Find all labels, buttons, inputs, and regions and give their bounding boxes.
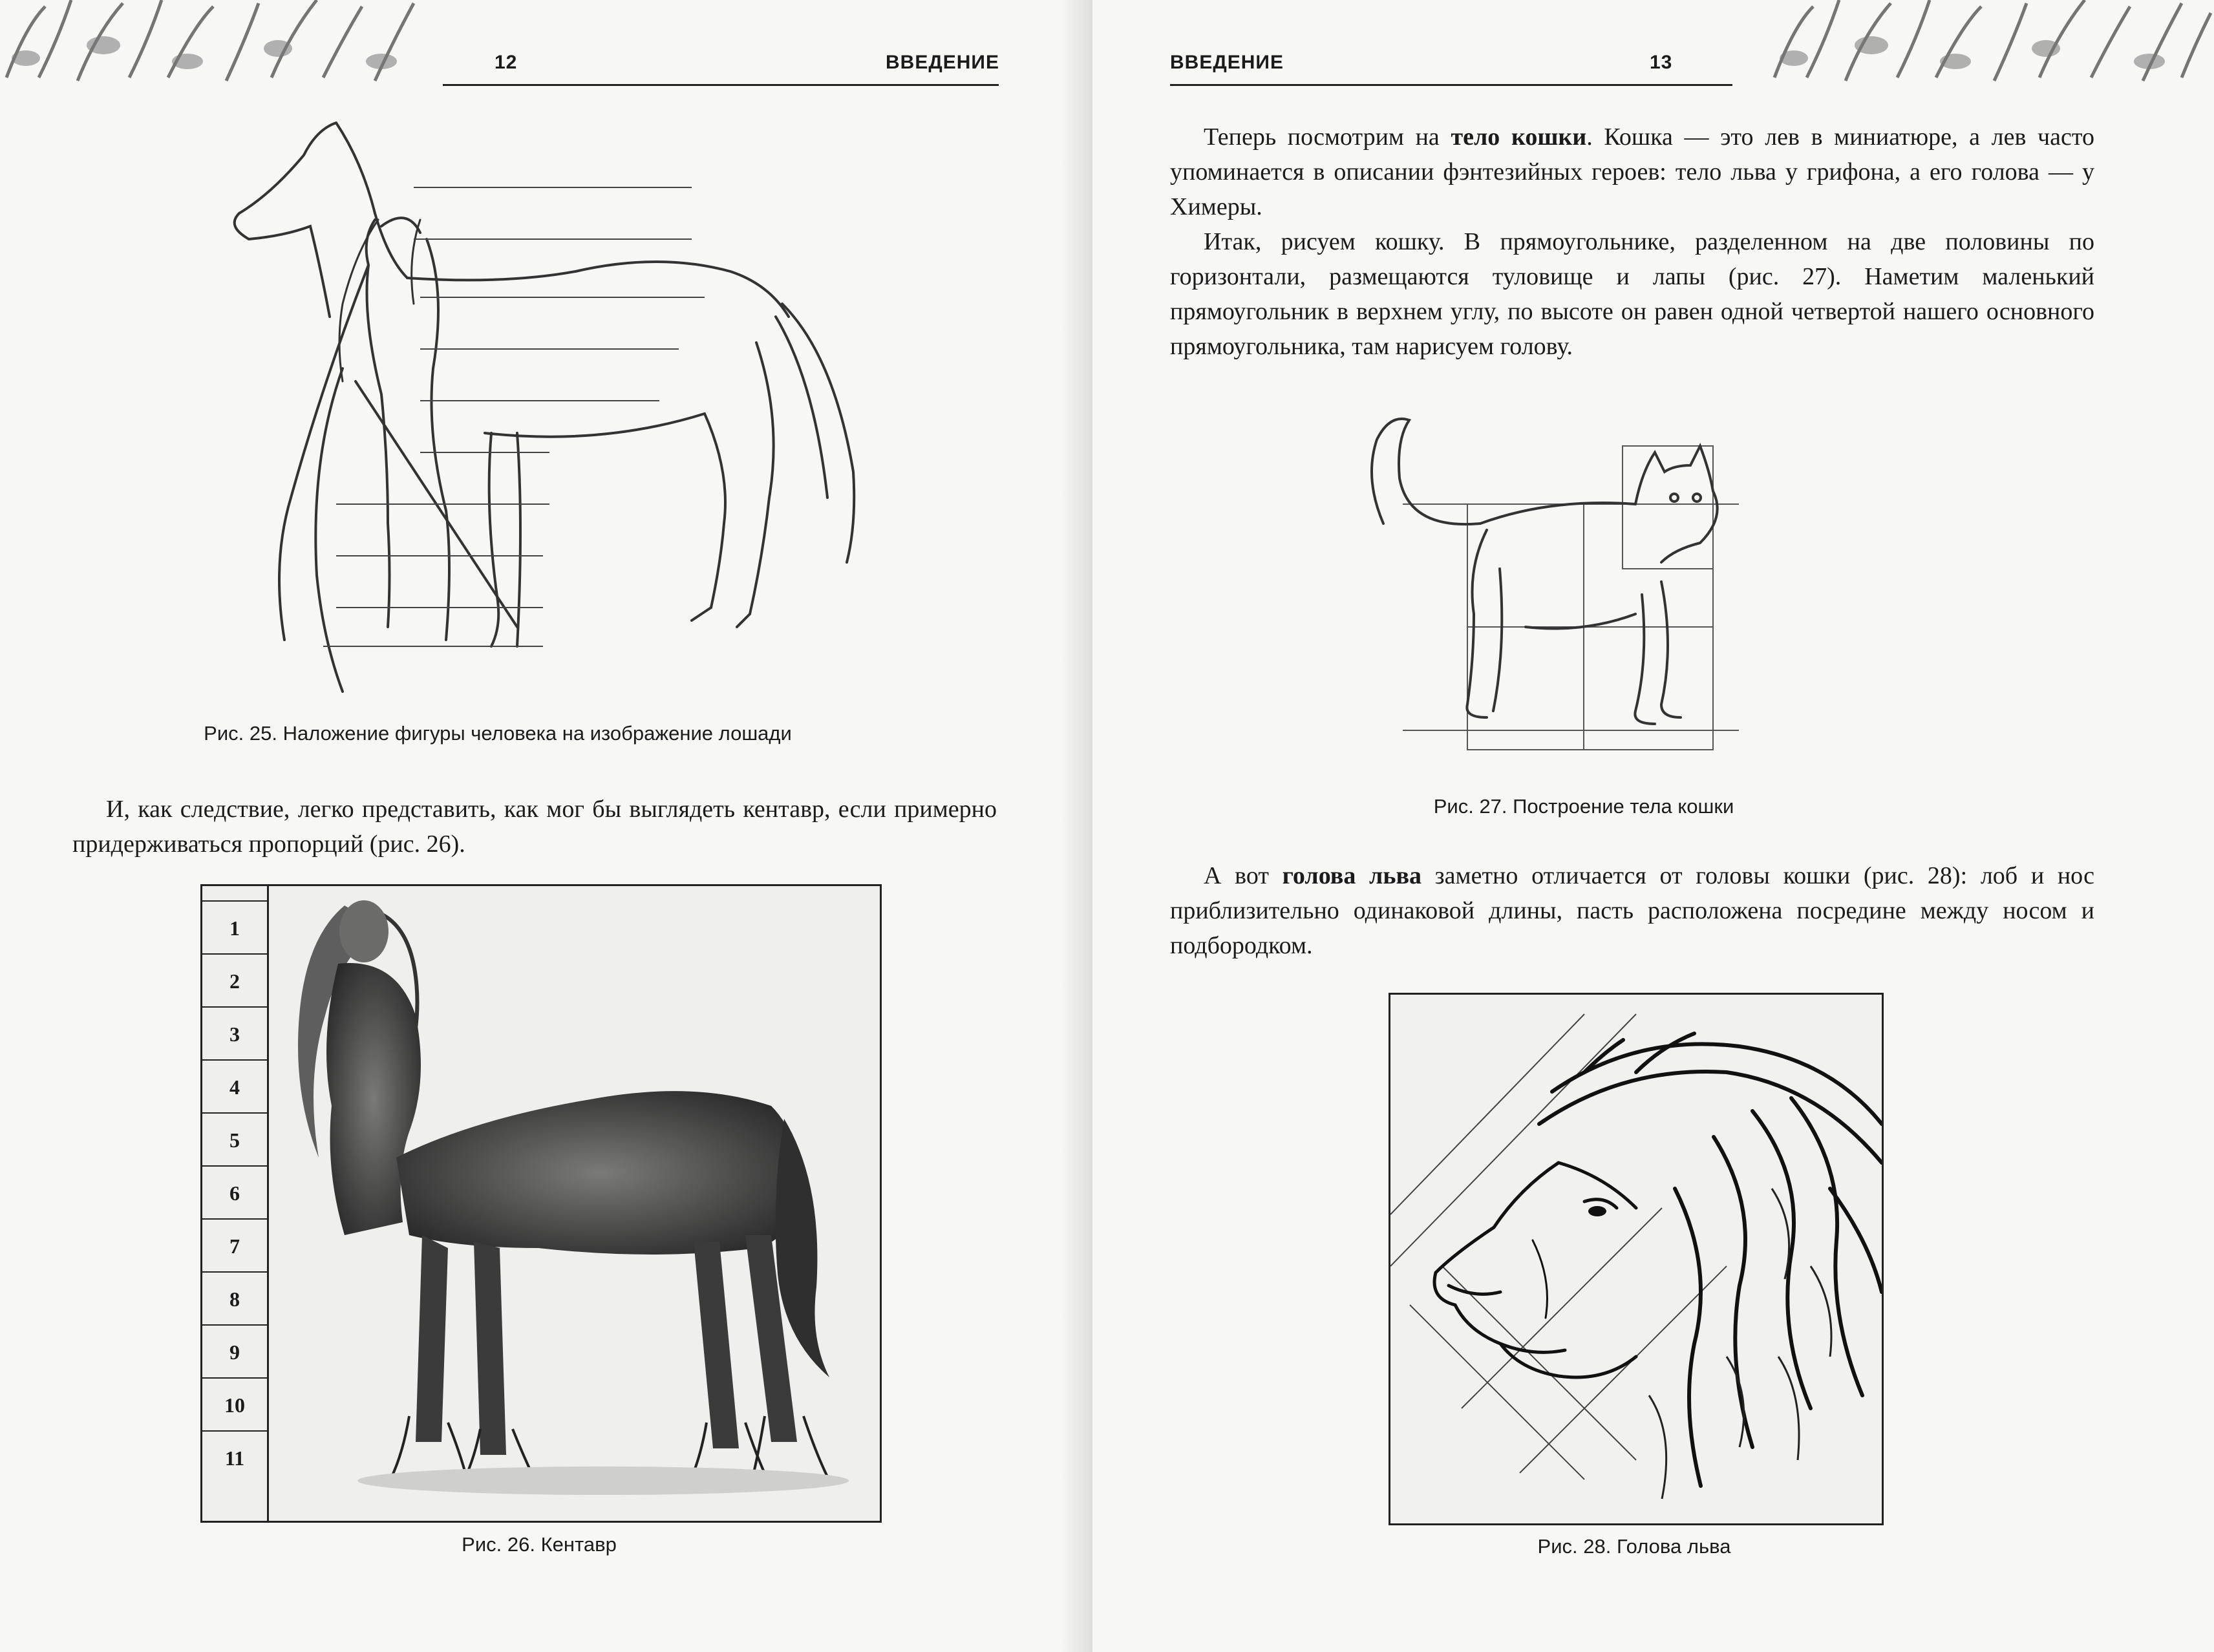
scale-mark-5: 5	[202, 1112, 267, 1167]
text-block-cat	[1170, 120, 2094, 364]
paragraph-cat-body	[1170, 120, 2094, 224]
fig25-horse-human-drawing	[213, 110, 892, 704]
fig26-scale	[202, 886, 269, 1521]
fig28-caption: Рис. 28. Голова льва	[1537, 1535, 1731, 1558]
right-page	[1092, 0, 2214, 1652]
scale-mark-8: 8	[202, 1271, 267, 1326]
scale-mark-2: 2	[202, 953, 267, 1008]
fig26-caption: Рис. 26. Кентавр	[462, 1533, 617, 1556]
p1-emphasis: тело кошки	[1451, 123, 1587, 151]
p3-emphasis: голова льва	[1282, 862, 1421, 889]
p3-end: заметно отличается от головы кошки (рис. 28): лоб и нос приблизительно одинаковой длины, пасть расположена посредине между носом и подбородком.	[1170, 862, 2094, 959]
fig27-cat-drawing	[1338, 401, 1758, 763]
paragraph-text: И, как следствие, легко представить, как мог бы выглядеть кентавр, если примерно придерживаться пропорций (рис. 26).	[72, 796, 997, 858]
text-block-lion	[1170, 858, 2094, 963]
header-rule	[1170, 84, 1732, 86]
left-page	[0, 0, 1092, 1652]
paragraph-centaur	[72, 792, 997, 862]
scale-mark-9: 9	[202, 1324, 267, 1379]
p3-start: А вот	[1204, 862, 1283, 889]
running-head: ВВЕДЕНИЕ	[1170, 52, 1284, 73]
scale-mark-11: 11	[202, 1430, 267, 1485]
fig27-caption: Рис. 27. Построение тела кошки	[1433, 795, 1734, 818]
paragraph-draw-cat: Итак, рисуем кошку. В прямоугольнике, разделенном на две половины по горизонтали, размещаются туловище и лапы (рис. 27). Наметим маленький прямоугольник в верхнем углу, по высоте он равен одной четвертой нашего основного прямоугольника, там нарисуем голову.	[1170, 228, 2094, 360]
page-number: 13	[1650, 52, 1673, 73]
fig26-centaur-frame	[200, 884, 882, 1523]
fig25-caption: Рис. 25. Наложение фигуры человека на изображение лошади	[204, 722, 792, 745]
scale-mark-1: 1	[202, 900, 267, 955]
running-head: ВВЕДЕНИЕ	[886, 52, 999, 73]
p1-end: . Кошка — это лев в миниатюре, а лев часто упоминается в описании фэнтезийных героев: тело льва у грифона, а его голова — у Химеры.	[1170, 123, 2094, 220]
fig28-lion-drawing	[1390, 995, 1882, 1523]
header-ornament-left	[0, 0, 427, 84]
scale-mark-10: 10	[202, 1377, 267, 1432]
paragraph-lion-head	[1170, 858, 2094, 963]
fig28-lion-frame	[1389, 993, 1884, 1525]
header-ornament-right	[1768, 0, 2214, 84]
p1-start: Теперь посмотрим на	[1204, 123, 1451, 151]
page-number: 12	[495, 52, 518, 73]
scale-mark-3: 3	[202, 1006, 267, 1061]
fig26-centaur-drawing	[267, 886, 880, 1521]
scale-mark-7: 7	[202, 1218, 267, 1273]
scale-mark-6: 6	[202, 1165, 267, 1220]
header-rule	[443, 84, 999, 86]
scale-mark-4: 4	[202, 1059, 267, 1114]
